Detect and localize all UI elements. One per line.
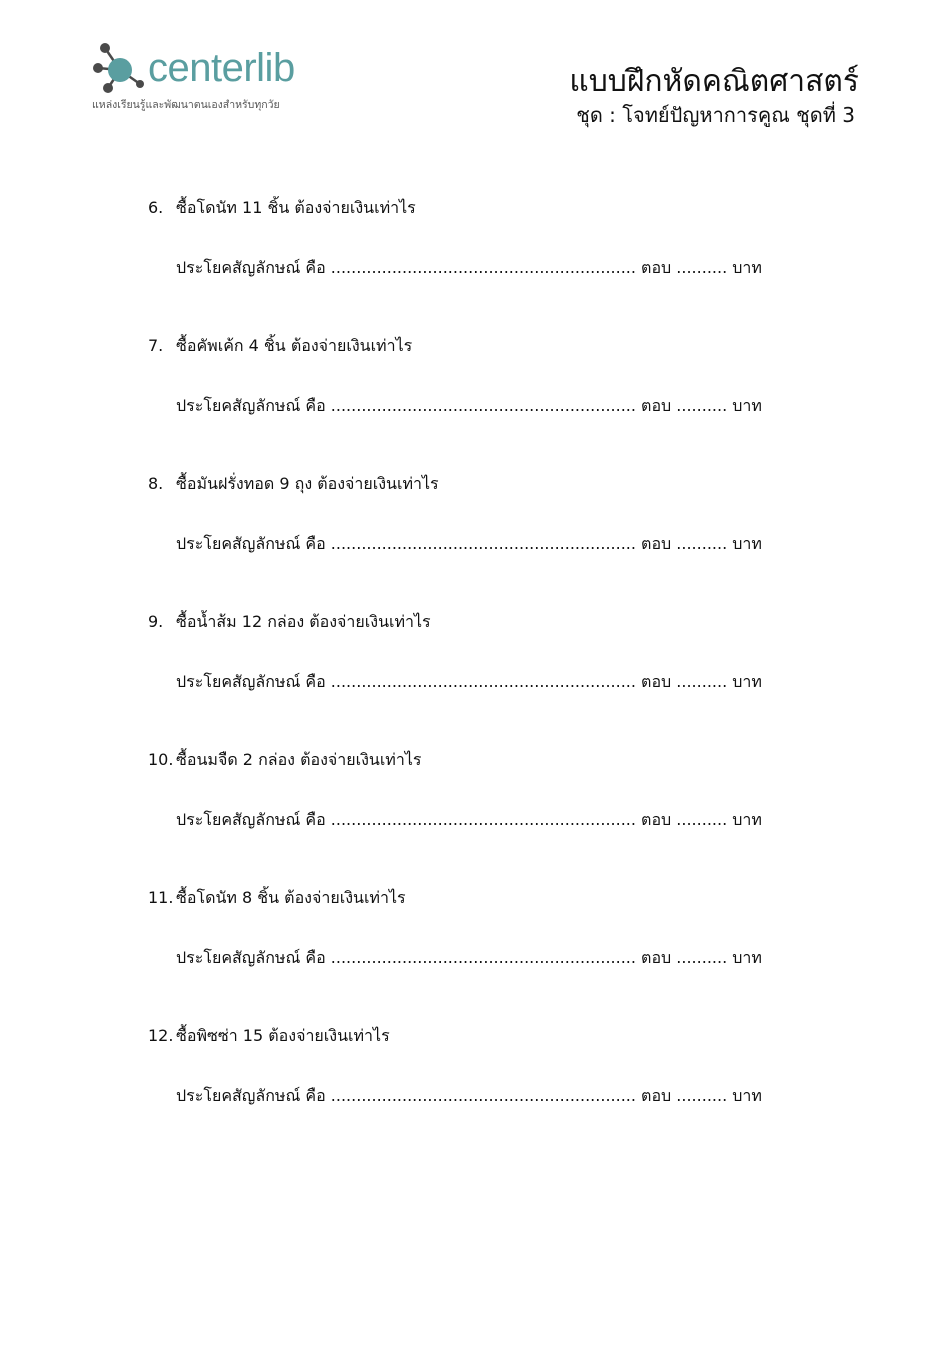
- unit-label: บาท: [732, 810, 762, 829]
- unit-label: บาท: [732, 672, 762, 691]
- question-text-line: [148, 610, 431, 635]
- unit-label: บาท: [732, 258, 762, 277]
- question-number: 10.: [148, 750, 174, 769]
- answer-word: ตอบ: [641, 1086, 672, 1105]
- question-text: ซื้อพิซซ่า 15 ต้องจ่ายเงินเท่าไร: [176, 1026, 390, 1045]
- answer-label: ประโยคสัญลักษณ์ คือ: [176, 258, 326, 277]
- answer-label: ประโยคสัญลักษณ์ คือ: [176, 534, 326, 553]
- answer-word: ตอบ: [641, 396, 672, 415]
- question-item: [148, 472, 828, 610]
- logo: [92, 40, 352, 120]
- question-text: ซื้อนมจืด 2 กล่อง ต้องจ่ายเงินเท่าไร: [176, 750, 422, 769]
- sentence-blank[interactable]: ............................................................: [330, 1086, 636, 1105]
- unit-label: บาท: [732, 1086, 762, 1105]
- unit-label: บาท: [732, 396, 762, 415]
- answer-word: ตอบ: [641, 948, 672, 967]
- question-number: 9.: [148, 612, 164, 631]
- answer-line: [176, 394, 762, 419]
- question-text: ซื้อโดนัท 11 ชิ้น ต้องจ่ายเงินเท่าไร: [176, 198, 416, 217]
- answer-word: ตอบ: [641, 534, 672, 553]
- sentence-blank[interactable]: ............................................................: [330, 534, 636, 553]
- question-text-line: [148, 334, 412, 359]
- answer-label: ประโยคสัญลักษณ์ คือ: [176, 1086, 326, 1105]
- sentence-blank[interactable]: ............................................................: [330, 258, 636, 277]
- question-number: 8.: [148, 474, 164, 493]
- sentence-blank[interactable]: ............................................................: [330, 810, 636, 829]
- answer-line: [176, 1084, 762, 1109]
- sentence-blank[interactable]: ............................................................: [330, 396, 636, 415]
- unit-label: บาท: [732, 948, 762, 967]
- question-number: 6.: [148, 198, 164, 217]
- question-item: [148, 334, 828, 472]
- answer-blank[interactable]: ..........: [676, 948, 728, 967]
- answer-blank[interactable]: ..........: [676, 672, 728, 691]
- page-title: แบบฝึกหัดคณิตศาสตร์: [569, 64, 859, 99]
- question-text: ซื้อมันฝรั่งทอด 9 ถุง ต้องจ่ายเงินเท่าไร: [176, 474, 439, 493]
- answer-line: [176, 532, 762, 557]
- unit-label: บาท: [732, 534, 762, 553]
- question-text-line: [148, 748, 421, 773]
- question-number: 12.: [148, 1026, 174, 1045]
- answer-label: ประโยคสัญลักษณ์ คือ: [176, 396, 326, 415]
- answer-label: ประโยคสัญลักษณ์ คือ: [176, 948, 326, 967]
- question-text-line: [148, 886, 406, 911]
- answer-blank[interactable]: ..........: [676, 534, 728, 553]
- answer-word: ตอบ: [641, 810, 672, 829]
- question-number: 11.: [148, 888, 174, 907]
- question-item: [148, 748, 828, 886]
- logo-molecule-icon: [92, 40, 148, 96]
- answer-blank[interactable]: ..........: [676, 396, 728, 415]
- question-text-line: [148, 196, 416, 221]
- question-number: 7.: [148, 336, 164, 355]
- logo-wordmark: centerlib: [148, 46, 295, 90]
- page-subtitle: ชุด : โจทย์ปัญหาการคูณ ชุดที่ 3: [576, 103, 855, 127]
- answer-line: [176, 670, 762, 695]
- sentence-blank[interactable]: ............................................................: [330, 672, 636, 691]
- answer-label: ประโยคสัญลักษณ์ คือ: [176, 810, 326, 829]
- question-item: [148, 196, 828, 334]
- answer-blank[interactable]: ..........: [676, 1086, 728, 1105]
- answer-label: ประโยคสัญลักษณ์ คือ: [176, 672, 326, 691]
- question-item: [148, 610, 828, 748]
- question-text: ซื้อโดนัท 8 ชิ้น ต้องจ่ายเงินเท่าไร: [176, 888, 406, 907]
- sentence-blank[interactable]: ............................................................: [330, 948, 636, 967]
- question-list: [148, 196, 828, 1162]
- answer-line: [176, 256, 762, 281]
- answer-line: [176, 808, 762, 833]
- answer-line: [176, 946, 762, 971]
- answer-word: ตอบ: [641, 672, 672, 691]
- logo-tagline: แหล่งเรียนรู้และพัฒนาตนเองสำหรับทุกวัย: [92, 99, 280, 111]
- answer-blank[interactable]: ..........: [676, 810, 728, 829]
- answer-word: ตอบ: [641, 258, 672, 277]
- question-text-line: [148, 472, 439, 497]
- question-text-line: [148, 1024, 390, 1049]
- answer-blank[interactable]: ..........: [676, 258, 728, 277]
- question-text: ซื้อน้ำส้ม 12 กล่อง ต้องจ่ายเงินเท่าไร: [176, 612, 431, 631]
- question-text: ซื้อคัพเค้ก 4 ชิ้น ต้องจ่ายเงินเท่าไร: [176, 336, 413, 355]
- question-item: [148, 886, 828, 1024]
- question-item: [148, 1024, 828, 1162]
